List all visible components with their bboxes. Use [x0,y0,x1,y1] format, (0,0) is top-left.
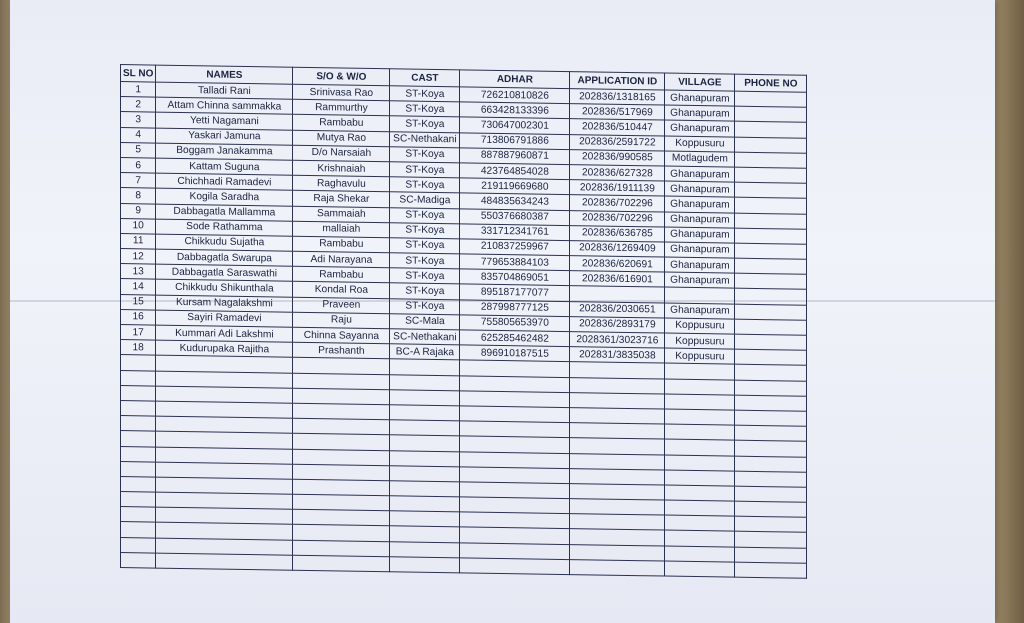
cell-phone-no [735,273,807,289]
cell-name: Kummari Adi Lakshmi [156,325,293,342]
cell-so-wo-empty [293,449,390,466]
cell-sl-no: 12 [121,249,156,265]
cell-village-empty [665,409,735,425]
cell-application-id: 202836/702296 [570,195,665,212]
beneficiary-table [120,64,807,579]
cell-cast-empty [390,526,460,542]
cell-phone-no-empty [735,395,807,411]
cell-so-wo: Srinivasa Rao [293,84,390,101]
cell-name: Talladi Rani [156,82,293,99]
cell-village: Ghanapuram [665,196,735,212]
cell-village: Motlagudem [665,151,735,167]
cell-so-wo: Rambabu [293,115,390,132]
cell-phone-no [735,167,807,183]
cell-sl-no: 14 [121,279,156,295]
cell-phone-no [735,319,807,335]
cell-application-id-empty [570,408,665,425]
header-names: NAMES [156,65,293,84]
cell-sl-no: 1 [121,82,156,98]
cell-so-wo: Raja Shekar [293,191,390,208]
cell-name: Kursam Nagalakshmi [156,295,293,312]
cell-cast: ST-Koya [390,207,460,223]
cell-adhar-empty [460,558,570,575]
cell-name: Chikkudu Shikunthala [156,280,293,297]
cell-adhar: 755805653970 [460,315,570,332]
cell-cast-empty [390,359,460,375]
cell-application-id: 202836/990585 [570,149,665,166]
cell-phone-no [735,228,807,244]
cell-cast: BC-A Rajaka [390,344,460,360]
cell-application-id-empty [570,544,665,561]
cell-application-id-empty [570,499,665,516]
cell-name: Sayiri Ramadevi [156,310,293,327]
cell-sl-no-empty [121,370,156,386]
cell-cast-empty [390,420,460,436]
cell-application-id-empty [570,453,665,470]
cell-adhar: 835704869051 [460,269,570,286]
cell-cast-empty [390,511,460,527]
cell-phone-no [735,152,807,168]
cell-phone-no [735,213,807,229]
cell-phone-no-empty [735,532,807,548]
cell-adhar: 219119669680 [460,178,570,195]
cell-adhar-empty [460,375,570,392]
cell-so-wo-empty [293,373,390,390]
cell-village: Ghanapuram [665,242,735,258]
header-application-id: APPLICATION ID [570,72,665,90]
cell-adhar-empty [460,542,570,559]
cell-phone-no-empty [735,425,807,441]
cell-phone-no [735,122,807,138]
cell-adhar: 663428133396 [460,102,570,119]
cell-name: Kogila Saradha [156,188,293,205]
cell-phone-no [735,197,807,213]
cell-adhar-empty [460,360,570,377]
cell-application-id: 202836/1911139 [570,180,665,197]
cell-phone-no [735,334,807,350]
cell-sl-no: 2 [121,97,156,113]
cell-adhar: 895187177077 [460,284,570,301]
cell-sl-no-empty [121,400,156,416]
cell-village: Ghanapuram [665,303,735,319]
cell-name: Dabbagatla Swarupa [156,249,293,266]
cell-cast: ST-Koya [390,146,460,162]
cell-cast-empty [390,435,460,451]
cell-phone-no-empty [735,471,807,487]
cell-adhar-empty [460,451,570,468]
cell-adhar: 484835634243 [460,193,570,210]
cell-name: Attam Chinna sammakka [156,97,293,114]
cell-village: Koppusuru [665,333,735,349]
cell-village [665,287,735,303]
cell-sl-no: 4 [121,127,156,143]
cell-village: Ghanapuram [665,257,735,273]
header-adhar: ADHAR [460,70,570,89]
cell-adhar: 896910187515 [460,345,570,362]
cell-village-empty [665,561,735,577]
cell-name: Kudurupaka Rajitha [156,340,293,357]
cell-name: Boggam Janakamma [156,143,293,160]
cell-application-id-empty [570,438,665,455]
cell-cast: ST-Koya [390,253,460,269]
cell-sl-no: 16 [121,309,156,325]
cell-phone-no [735,137,807,153]
cell-sl-no: 5 [121,142,156,158]
cell-adhar-empty [460,421,570,438]
cell-so-wo-empty [293,434,390,451]
cell-adhar: 331712341761 [460,224,570,241]
cell-phone-no [735,182,807,198]
cell-village: Ghanapuram [665,90,735,106]
cell-sl-no: 17 [121,325,156,341]
cell-cast-empty [390,405,460,421]
cell-application-id: 2028361/3023716 [570,332,665,349]
cell-cast-empty [390,465,460,481]
cell-so-wo: Adi Narayana [293,251,390,268]
cell-village-empty [665,485,735,501]
cell-sl-no-empty [121,431,156,447]
cell-application-id-empty [570,483,665,500]
cell-name: Yaskari Jamuna [156,128,293,145]
cell-application-id: 202836/616901 [570,271,665,288]
cell-application-id: 202836/2030651 [570,301,665,318]
cell-so-wo-empty [293,494,390,511]
cell-name: Chikkudu Sujatha [156,234,293,251]
cell-adhar: 730647002301 [460,117,570,134]
cell-application-id-empty [570,362,665,379]
cell-sl-no: 7 [121,173,156,189]
cell-cast: SC-Nethakani [390,329,460,345]
cell-village-empty [665,500,735,516]
cell-so-wo-empty [293,509,390,526]
cell-so-wo-empty [293,388,390,405]
cell-sl-no-empty [121,446,156,462]
cell-so-wo: Sammaiah [293,206,390,223]
cell-so-wo: D/o Narsaiah [293,145,390,162]
cell-so-wo: Chinna Sayanna [293,327,390,344]
cell-phone-no [735,243,807,259]
cell-name: Yetti Nagamani [156,112,293,129]
cell-name: Kattam Suguna [156,158,293,175]
cell-so-wo-empty [293,358,390,375]
table-body [121,82,807,579]
cell-cast-empty [390,389,460,405]
cell-adhar-empty [460,436,570,453]
cell-application-id: 202831/3835038 [570,347,665,364]
cell-adhar: 779653884103 [460,254,570,271]
cell-sl-no-empty [121,416,156,432]
cell-village-empty [665,379,735,395]
cell-village-empty [665,470,735,486]
cell-cast-empty [390,557,460,573]
cell-adhar-empty [460,497,570,514]
cell-village: Koppusuru [665,348,735,364]
cell-so-wo-empty [293,403,390,420]
cell-application-id: 202836/636785 [570,225,665,242]
cell-name: Dabbagatla Mallamma [156,204,293,221]
cell-application-id: 202836/2591722 [570,134,665,151]
cell-cast: ST-Koya [390,268,460,284]
cell-phone-no [735,304,807,320]
header-village: VILLAGE [665,73,735,91]
cell-sl-no: 15 [121,294,156,310]
cell-so-wo-empty [293,525,390,542]
cell-village: Ghanapuram [665,166,735,182]
cell-cast: ST-Koya [390,116,460,132]
cell-application-id-empty [570,392,665,409]
cell-so-wo: Praveen [293,297,390,314]
cell-cast: ST-Koya [390,86,460,102]
cell-application-id: 202836/2893179 [570,316,665,333]
cell-sl-no-empty [121,461,156,477]
cell-phone-no-empty [735,380,807,396]
cell-cast-empty [390,481,460,497]
cell-cast: ST-Koya [390,101,460,117]
cell-phone-no [735,349,807,365]
cell-adhar-empty [460,527,570,544]
cell-cast-empty [390,541,460,557]
cell-application-id-empty [570,377,665,394]
cell-so-wo: Prashanth [293,342,390,359]
cell-village: Ghanapuram [665,272,735,288]
cell-so-wo: Mutya Rao [293,130,390,147]
cell-adhar: 887887960871 [460,148,570,165]
cell-application-id: 202836/702296 [570,210,665,227]
cell-village: Ghanapuram [665,181,735,197]
cell-village-empty [665,530,735,546]
header-phone-no: PHONE NO [735,74,807,92]
cell-phone-no-empty [735,365,807,381]
cell-village-empty [665,546,735,562]
cell-sl-no-empty [121,385,156,401]
cell-phone-no-empty [735,501,807,517]
cell-phone-no-empty [735,547,807,563]
cell-sl-no-empty [121,476,156,492]
cell-sl-no: 3 [121,112,156,128]
cell-name-empty [156,553,293,570]
cell-village: Ghanapuram [665,105,735,121]
cell-sl-no-empty [121,552,156,568]
cell-application-id-empty [570,468,665,485]
cell-cast: ST-Koya [390,298,460,314]
cell-village: Ghanapuram [665,120,735,136]
cell-adhar: 210837259967 [460,239,570,256]
cell-adhar-empty [460,467,570,484]
cell-application-id: 202836/517969 [570,104,665,121]
cell-adhar: 287998777125 [460,299,570,316]
cell-adhar: 713806791886 [460,132,570,149]
header-so-wo: S/O & W/O [293,67,390,86]
cell-phone-no [735,289,807,305]
cell-adhar: 423764854028 [460,163,570,180]
cell-cast: ST-Koya [390,177,460,193]
cell-cast-empty [390,450,460,466]
cell-so-wo: Rambabu [293,266,390,283]
cell-sl-no-empty [121,355,156,371]
cell-application-id-empty [570,423,665,440]
cell-cast: ST-Koya [390,162,460,178]
cell-sl-no: 10 [121,218,156,234]
cell-village: Koppusuru [665,136,735,152]
cell-village: Koppusuru [665,318,735,334]
cell-cast: ST-Koya [390,222,460,238]
cell-so-wo-empty [293,464,390,481]
cell-application-id-empty [570,559,665,576]
cell-village-empty [665,424,735,440]
cell-sl-no: 6 [121,157,156,173]
cell-adhar-empty [460,482,570,499]
cell-so-wo: Krishnaiah [293,160,390,177]
cell-sl-no: 13 [121,264,156,280]
cell-so-wo: Raju [293,312,390,329]
cell-sl-no: 9 [121,203,156,219]
cell-adhar: 550376680387 [460,208,570,225]
cell-cast: SC-Madiga [390,192,460,208]
cell-adhar: 726210810826 [460,87,570,104]
cell-village-empty [665,394,735,410]
cell-cast: ST-Koya [390,283,460,299]
cell-application-id: 202836/620691 [570,256,665,273]
cell-cast: ST-Koya [390,238,460,254]
cell-phone-no-empty [735,440,807,456]
cell-sl-no-empty [121,507,156,523]
cell-phone-no-empty [735,562,807,578]
cell-cast: SC-Nethakani [390,131,460,147]
cell-so-wo-empty [293,555,390,572]
cell-so-wo-empty [293,479,390,496]
cell-adhar-empty [460,512,570,529]
cell-so-wo: Raghavulu [293,175,390,192]
cell-name: Dabbagatla Saraswathi [156,264,293,281]
cell-sl-no: 18 [121,340,156,356]
cell-phone-no [735,91,807,107]
cell-cast-empty [390,496,460,512]
ground-right [994,0,1024,623]
cell-sl-no: 11 [121,233,156,249]
cell-village: Ghanapuram [665,212,735,228]
cell-so-wo: Kondal Roa [293,282,390,299]
cell-village-empty [665,455,735,471]
cell-application-id: 202836/1269409 [570,240,665,257]
cell-village-empty [665,439,735,455]
cell-so-wo: Rambabu [293,236,390,253]
cell-village-empty [665,363,735,379]
cell-adhar-empty [460,406,570,423]
cell-name: Sode Rathamma [156,219,293,236]
cell-cast-empty [390,374,460,390]
cell-so-wo-empty [293,540,390,557]
cell-village: Ghanapuram [665,227,735,243]
cell-application-id-empty [570,514,665,531]
cell-adhar: 625285462482 [460,330,570,347]
cell-phone-no-empty [735,516,807,532]
cell-cast: SC-Mala [390,314,460,330]
cell-so-wo: Rammurthy [293,99,390,116]
cell-so-wo-empty [293,418,390,435]
cell-application-id-empty [570,529,665,546]
cell-so-wo: mallaiah [293,221,390,238]
header-cast: CAST [390,69,460,87]
cell-phone-no-empty [735,410,807,426]
cell-application-id: 202836/627328 [570,165,665,182]
cell-application-id: 202836/510447 [570,119,665,136]
cell-application-id [570,286,665,303]
cell-application-id: 202836/1318165 [570,89,665,106]
cell-phone-no [735,106,807,122]
cell-phone-no [735,258,807,274]
cell-sl-no-empty [121,522,156,538]
beneficiary-table-wrapper [120,64,807,579]
cell-phone-no-empty [735,486,807,502]
header-sl-no: SL NO [121,65,156,83]
cell-phone-no-empty [735,456,807,472]
cell-name: Chichhadi Ramadevi [156,173,293,190]
cell-sl-no-empty [121,492,156,508]
cell-adhar-empty [460,391,570,408]
cell-sl-no-empty [121,537,156,553]
cell-sl-no: 8 [121,188,156,204]
cell-village-empty [665,515,735,531]
